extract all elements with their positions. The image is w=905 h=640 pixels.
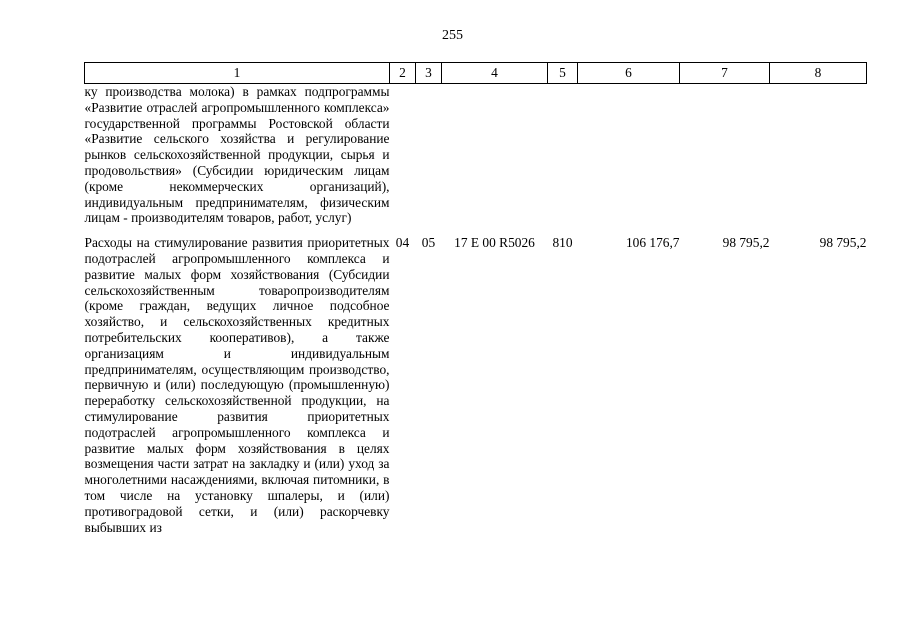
column-header: 3 (416, 63, 442, 84)
row-target-item: 17 Е 00 R5026 (454, 235, 535, 251)
row-expense-type: 810 (552, 235, 573, 251)
row-description: ку производства молока) в рамках подпрограммы «Развитие отраслей агропромышленного комплекса» государственной программы Ростовской области «Развитие сельского хозяйства и регулирование рынков сельскохозяйственной продукции, сырья и продовольствия» (Субсидии юридическим лицам (кроме некоммерческих организаций), индивидуальным предпринимателям, физическим лицам - производителям товаров, работ, услуг) (84, 84, 390, 226)
column-header: 5 (548, 63, 578, 84)
row-amount-2 (680, 84, 770, 227)
row-amount-3 (770, 84, 867, 227)
column-header: 7 (680, 63, 770, 84)
column-header: 6 (578, 63, 680, 84)
row-description: Расходы на стимулирование развития приоритетных подотраслей агропромышленного комплекса и развитие малых форм хозяйствования (Субсидии сельскохозяйственным товаропроизводителям (кроме граждан, ведущих личное подсобное хозяйство, и сельскохозяйственных кредитных потребительских кооперативов), а также организациям и индивидуальным предпринимателям, осуществляющим производство, первичную и (или) последующую (промышленную) переработку сельскохозяйственной продукции, на стимулирование развития приоритетных подотраслей агропромышленного комплекса и развитие малых форм хозяйствования в целях возмещения части затрат на закладку и (или) уход за многолетними насаждениями, включая питомники, в том числе на установку шпалеры, и (или) противоградовой сетки, и (или) раскорчевку выбывших из (84, 235, 390, 535)
header-row (85, 63, 867, 84)
column-header: 1 (85, 63, 390, 84)
row-amount-3: 98 795,2 (819, 235, 867, 251)
column-header: 2 (390, 63, 416, 84)
row-target-item (442, 84, 548, 227)
row-section: 04 (395, 235, 410, 251)
row-section (390, 84, 416, 227)
row-expense-type (548, 84, 578, 227)
row-amount-1: 106 176,7 (625, 235, 680, 251)
table-row (85, 84, 867, 227)
row-amount-2: 98 795,2 (722, 235, 770, 251)
row-amount-1 (578, 84, 680, 227)
row-subsection (416, 84, 442, 227)
budget-table (84, 62, 867, 535)
page-number: 255 (442, 28, 463, 43)
row-subsection: 05 (421, 235, 436, 251)
table-row (85, 226, 867, 535)
column-header: 8 (770, 63, 867, 84)
column-header: 4 (442, 63, 548, 84)
